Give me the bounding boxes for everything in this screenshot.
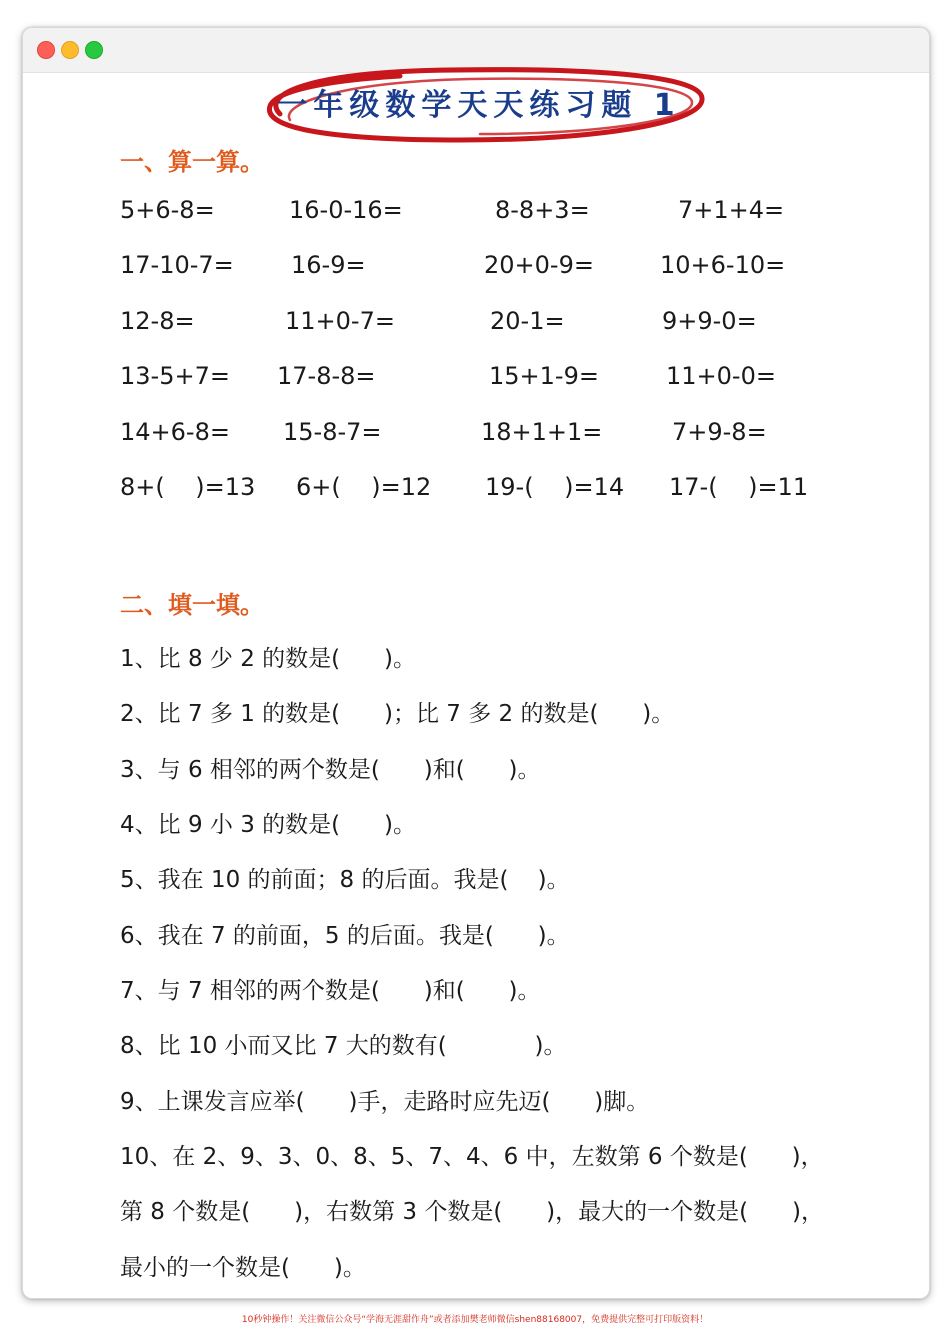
browser-window <box>22 27 930 1299</box>
fill-question: 2、比 7 多 1 的数是( )；比 7 多 2 的数是( )。 <box>120 701 675 727</box>
calc-problem: 9+9-0= <box>662 307 757 335</box>
fill-question: 7、与 7 相邻的两个数是( )和( )。 <box>120 978 541 1004</box>
maximize-window-button[interactable] <box>85 41 103 59</box>
fill-question: 3、与 6 相邻的两个数是( )和( )。 <box>120 757 541 783</box>
calc-problem: 11+0-0= <box>666 362 776 390</box>
calc-problem: 20+0-9= <box>484 251 594 279</box>
fill-question: 4、比 9 小 3 的数是( )。 <box>120 812 416 838</box>
calc-problem: 19-( )=14 <box>485 473 625 501</box>
calc-problem: 16-9= <box>291 251 366 279</box>
calc-problem: 10+6-10= <box>660 251 786 279</box>
section-fill-title: 二、填一填。 <box>120 591 264 619</box>
section-calc-title: 一、算一算。 <box>120 148 264 176</box>
calc-problem: 6+( )=12 <box>296 473 432 501</box>
calc-problem: 15+1-9= <box>489 362 599 390</box>
calc-problem: 17-10-7= <box>120 251 234 279</box>
calc-problem: 20-1= <box>490 307 565 335</box>
calc-problem: 14+6-8= <box>120 418 230 446</box>
calc-problem: 7+1+4= <box>678 196 785 224</box>
fill-question: 8、比 10 小而又比 7 大的数有( )。 <box>120 1033 567 1059</box>
fill-question: 5、我在 10 的前面；8 的后面。我是( )。 <box>120 867 570 893</box>
calc-problem: 8+( )=13 <box>120 473 256 501</box>
calc-problem: 11+0-7= <box>285 307 395 335</box>
worksheet-title <box>250 54 708 150</box>
calc-problem: 12-8= <box>120 307 195 335</box>
footer-notice: 10秒钟操作！关注微信公众号“学海无涯甜作舟”或者添加樊老师微信shen88168007，免费提供完整可打印版资料！ <box>241 1315 709 1325</box>
calc-problem: 7+9-8= <box>672 418 767 446</box>
close-window-button[interactable] <box>37 41 55 59</box>
fill-question: 最小的一个数是( )。 <box>120 1255 366 1281</box>
calc-problem: 15-8-7= <box>283 418 382 446</box>
calc-problem: 16-0-16= <box>289 196 403 224</box>
fill-question: 6、我在 7 的前面，5 的后面。我是( )。 <box>120 923 570 949</box>
minimize-window-button[interactable] <box>61 41 79 59</box>
fill-question: 9、上课发言应举( )手，走路时应先迈( )脚。 <box>120 1089 650 1115</box>
calc-problem: 5+6-8= <box>120 196 215 224</box>
calc-problem: 17-8-8= <box>277 362 376 390</box>
calc-problem: 13-5+7= <box>120 362 230 390</box>
calc-problem: 18+1+1= <box>481 418 603 446</box>
calc-problem: 17-( )=11 <box>669 473 809 501</box>
page-title: 一年级数学天天练习题 1 <box>277 88 681 123</box>
fill-question: 1、比 8 少 2 的数是( )。 <box>120 646 416 672</box>
fill-question: 10、在 2、9、3、0、8、5、7、4、6 中，左数第 6 个数是( )， <box>120 1144 824 1170</box>
calc-problem: 8-8+3= <box>495 196 590 224</box>
fill-question: 第 8 个数是( )，右数第 3 个数是( )，最大的一个数是( )， <box>120 1199 824 1225</box>
